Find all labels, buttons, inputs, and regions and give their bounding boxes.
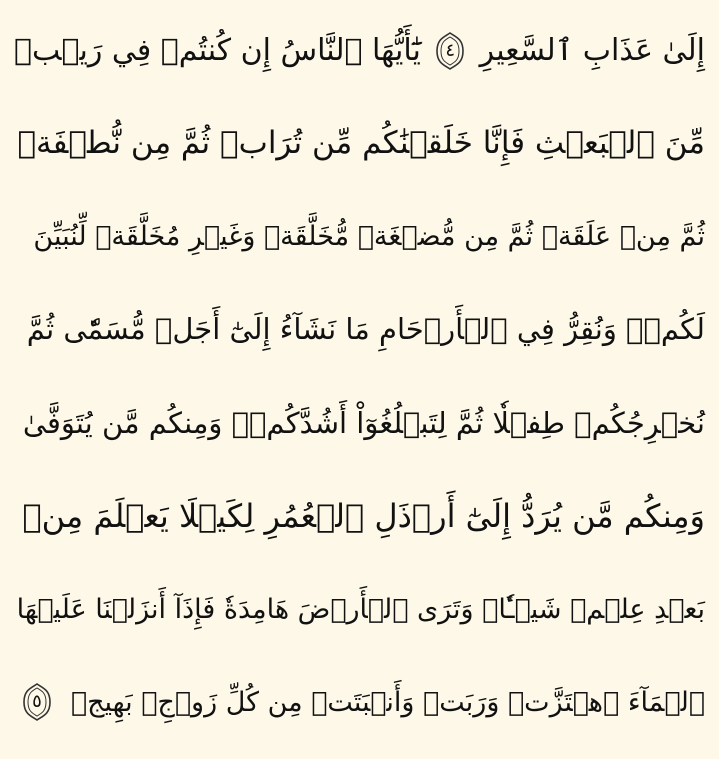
- text-line-3: [14, 197, 705, 277]
- line-text: وَمِنكُم مَّن يُرَدُّ إِلَىٰٓ أَرۡذَلِ ٱلۡعُمُرِ لِكَيۡلَا يَعۡلَمَ مِنۢ: [22, 497, 705, 536]
- line-text: مِّنَ ٱلۡبَعۡثِ فَإِنَّا خَلَقۡنَٰكُم مِّن تُرَابٖ ثُمَّ مِن نُّطۡفَةٖ: [17, 125, 705, 162]
- line-segment: إِلَىٰ عَذَابِ ٱلسَّعِيرِ: [479, 32, 705, 68]
- ayah-end-marker: [433, 31, 467, 71]
- text-line-2: [14, 104, 705, 184]
- ayah-number: ٤: [445, 39, 456, 61]
- text-line-7: [14, 569, 705, 649]
- text-line-1: [14, 11, 705, 91]
- line-text: لَكُمۡۚ وَنُقِرُّ فِي ٱلۡأَرۡحَامِ مَا نَشَآءُ إِلَىٰٓ أَجَلٖ مُّسَمّٗى ثُمَّ: [26, 312, 705, 347]
- line-segment: يَٰٓأَيُّهَا ٱلنَّاسُ إِن كُنتُمۡ فِي رَيۡبٖ: [14, 32, 421, 68]
- text-line-6: [14, 476, 705, 556]
- text-line-8: [14, 662, 705, 742]
- verse-lines: [14, 0, 705, 759]
- line-text: ثُمَّ مِنۡ عَلَقَةٖ ثُمَّ مِن مُّضۡغَةٖ مُّخَلَّقَةٖ وَغَيۡرِ مُخَلَّقَةٖ لِّنُبَيِّنَ: [33, 221, 705, 253]
- ayah-end-marker: [20, 682, 54, 722]
- line-text: بَعۡدِ عِلۡمٖ شَيۡـٔٗاۚ وَتَرَى ٱلۡأَرۡضَ هَامِدَةٗ فَإِذَآ أَنزَلۡنَا عَلَيۡهَا: [16, 593, 705, 625]
- ayah-number: ٥: [32, 691, 42, 713]
- text-line-4: [14, 290, 705, 370]
- text-line-5: [14, 383, 705, 463]
- line-segment: ٱلۡمَآءَ ٱهۡتَزَّتۡ وَرَبَتۡ وَأَنۢبَتَتۡ مِن كُلِّ زَوۡجِۭ بَهِيجٖ: [70, 686, 705, 718]
- line-text: نُخۡرِجُكُمۡ طِفۡلٗا ثُمَّ لِتَبۡلُغُوٓاْ أَشُدَّكُمۡۖ وَمِنكُم مَّن يُتَوَفَّىٰ: [22, 405, 705, 440]
